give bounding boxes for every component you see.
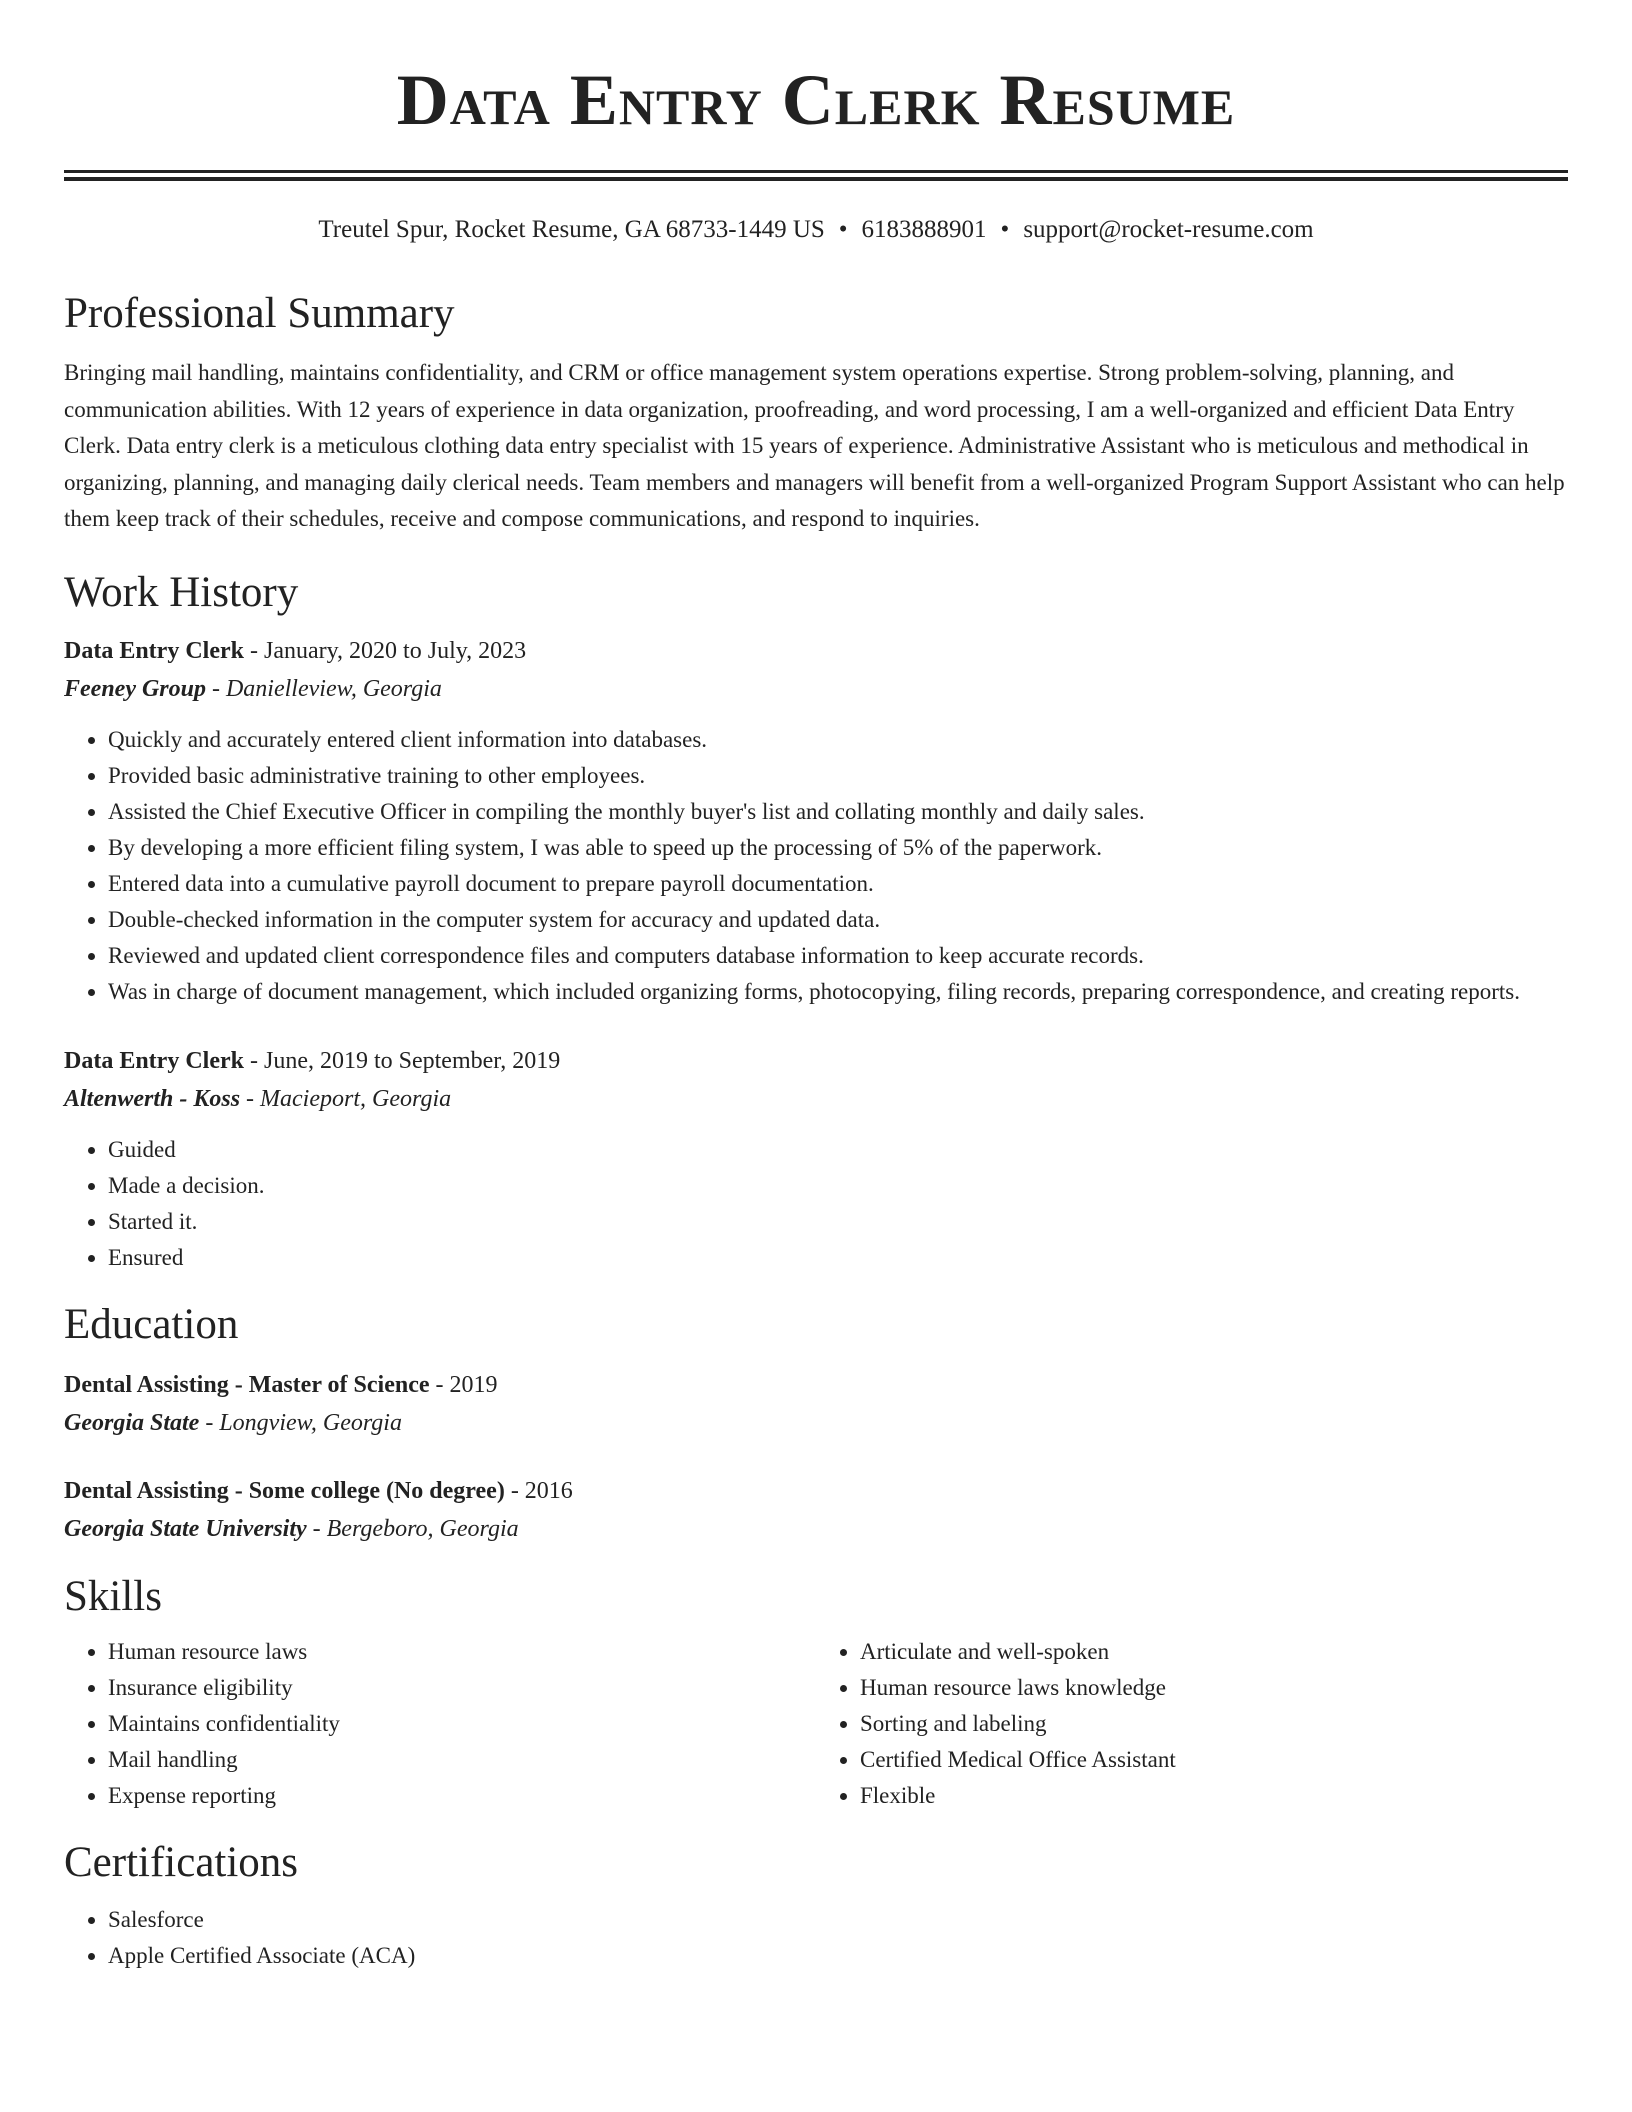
job-header [64, 1042, 1568, 1080]
job-dates: - January, 2020 to July, 2023 [243, 637, 527, 664]
education-year: - 2016 [504, 1477, 573, 1504]
education-header [64, 1472, 1568, 1510]
certification-item: • Apple Certified Associate (ACA) [108, 1938, 1568, 1974]
skill-item: • Flexible [860, 1778, 1568, 1814]
certification-item: • Salesforce [108, 1902, 1568, 1938]
education-location: - Longview, Georgia [199, 1409, 402, 1436]
job-location: - Danielleview, Georgia [205, 675, 442, 702]
education-degree: Dental Assisting - Some college (No degree) [64, 1477, 505, 1504]
skills-list-left [64, 1634, 816, 1814]
job-header [64, 632, 1568, 670]
work-history-heading: Work History [64, 568, 299, 616]
skill-item: • Expense reporting [108, 1778, 816, 1814]
job-company-line [64, 1080, 1568, 1118]
education-header [64, 1366, 1568, 1404]
education-location: - Bergeboro, Georgia [306, 1515, 519, 1542]
job-entry [64, 1042, 1568, 1276]
contact-separator: • [838, 216, 848, 243]
job-entry [64, 632, 1568, 1010]
certifications-heading: Certifications [64, 1838, 299, 1886]
skill-item: • Insurance eligibility [108, 1670, 816, 1706]
education-degree: Dental Assisting - Master of Science [64, 1371, 430, 1398]
contact-line [64, 213, 1568, 247]
job-bullets [64, 722, 1568, 1010]
skill-item: • Articulate and well-spoken [860, 1634, 1568, 1670]
job-bullet: • Guided [108, 1132, 1568, 1168]
skill-item: • Human resource laws knowledge [860, 1670, 1568, 1706]
skill-item: • Certified Medical Office Assistant [860, 1742, 1568, 1778]
education-heading: Education [64, 1300, 239, 1348]
education-entry [64, 1366, 1568, 1442]
job-company: Altenwerth - Koss [64, 1085, 241, 1112]
certifications-list [64, 1902, 1568, 1974]
job-bullet: • Double-checked information in the computer system for accuracy and updated data. [108, 902, 1568, 938]
summary-heading: Professional Summary [64, 290, 455, 337]
education-year: - 2019 [429, 1371, 498, 1398]
title-divider [64, 170, 1568, 181]
contact-separator: • [1000, 216, 1010, 243]
resume-title: Data Entry Clerk Resume [396, 60, 1236, 140]
job-company-line [64, 670, 1568, 708]
job-bullet: • By developing a more efficient filing system, I was able to speed up the processing of 5% of the paperwork. [108, 830, 1568, 866]
job-bullet: • Made a decision. [108, 1168, 1568, 1204]
job-bullet: • Entered data into a cumulative payroll document to prepare payroll documentation. [108, 866, 1568, 902]
job-bullet: • Quickly and accurately entered client information into databases. [108, 722, 1568, 758]
education-school: Georgia State University [64, 1515, 307, 1542]
job-company: Feeney Group [64, 675, 206, 702]
contact-phone: 6183888901 [861, 216, 987, 243]
skill-item: • Sorting and labeling [860, 1706, 1568, 1742]
contact-address: Treutel Spur, Rocket Resume, GA 68733-1449 US [318, 216, 825, 243]
skills-columns [64, 1634, 1568, 1814]
job-role: Data Entry Clerk [64, 637, 244, 664]
job-bullet: • Provided basic administrative training to other employees. [108, 758, 1568, 794]
education-school-line [64, 1510, 1568, 1548]
job-bullet: • Was in charge of document management, which included organizing forms, photocopying, filing records, preparing correspondence, and creating reports. [108, 974, 1568, 1010]
skill-item: • Human resource laws [108, 1634, 816, 1670]
job-role: Data Entry Clerk [64, 1047, 244, 1074]
skills-heading: Skills [64, 1572, 162, 1620]
skill-item: • Maintains confidentiality [108, 1706, 816, 1742]
skills-list-right [816, 1634, 1568, 1814]
summary-text: Bringing mail handling, maintains confidentiality, and CRM or office management system operations expertise. Strong problem-solving, planning, and communication abilities. With 12 years of experience in data organization, proofreading, and word processing, I am a well-organized and efficient Data Entry Clerk. Data entry clerk is a meticulous clothing data entry specialist with 15 years of experience. Administrative Assistant who is meticulous and methodical in organizing, planning, and managing daily clerical needs. Team members and managers will benefit from a well-organized Program Support Assistant who can help them keep track of their schedules, receive and compose communications, and respond to inquiries. [64, 360, 1565, 531]
education-entry [64, 1472, 1568, 1548]
education-school-line [64, 1404, 1568, 1442]
job-bullets [64, 1132, 1568, 1276]
job-bullet: • Started it. [108, 1204, 1568, 1240]
job-bullet: • Assisted the Chief Executive Officer in compiling the monthly buyer's list and collating monthly and daily sales. [108, 794, 1568, 830]
job-location: - Macieport, Georgia [240, 1085, 452, 1112]
skill-item: • Mail handling [108, 1742, 816, 1778]
job-bullet: • Ensured [108, 1240, 1568, 1276]
job-dates: - June, 2019 to September, 2019 [243, 1047, 561, 1074]
education-school: Georgia State [64, 1409, 200, 1436]
job-bullet: • Reviewed and updated client correspondence files and computers database information to keep accurate records. [108, 938, 1568, 974]
contact-email: support@rocket-resume.com [1023, 216, 1314, 243]
